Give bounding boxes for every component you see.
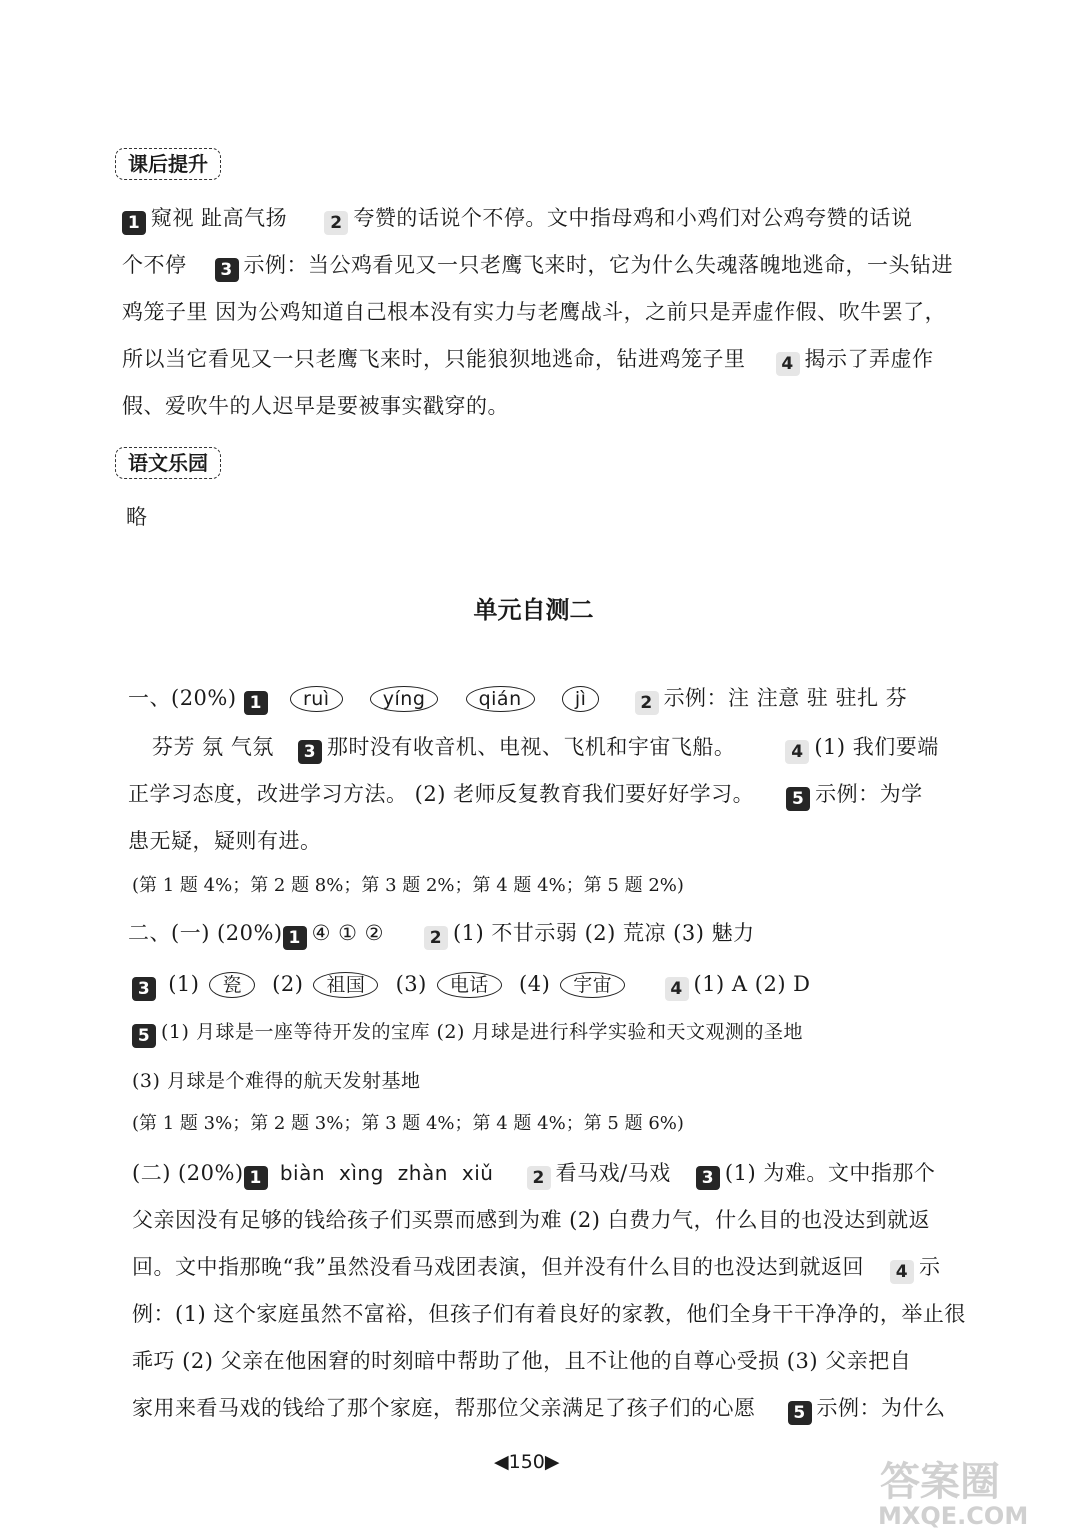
q-number-1: 1 (283, 926, 307, 950)
answer-text: 所以当它看见又一只老鹰飞来时，只能狼狈地逃命，钻进鸡笼子里 (122, 347, 746, 371)
section-header-kehou (115, 148, 221, 180)
q-number-5: 5 (786, 787, 810, 811)
q-number-2: 2 (324, 211, 348, 235)
answer-text: (1) 为难。文中指那个 (724, 1161, 936, 1185)
item-label: (2) (272, 972, 304, 996)
test-title: 单元自测二 (473, 596, 594, 624)
q-number-3: 3 (696, 1166, 720, 1190)
answer-oval: 电话 (437, 972, 502, 998)
part-lead: 二、(一) (20%) (128, 921, 283, 945)
item-label: (1) (168, 972, 200, 996)
q-number-1: 1 (244, 691, 268, 715)
s1-line-2 (122, 250, 953, 282)
answer-text: (1) 我们要端 (814, 735, 939, 759)
answer-text: 示例：为学 (815, 782, 923, 806)
answer-text: 揭示了弄虚作 (804, 347, 934, 371)
answer-text: 夸赞的话说个不停。文中指母鸡和小鸡们对公鸡夸赞的话说 (353, 206, 913, 230)
pinyin-oval: ruì (290, 686, 343, 712)
part-lead: (二) (20%) (132, 1161, 244, 1185)
p1-line-2 (152, 732, 939, 764)
left-arrow-icon: ◀ (494, 1451, 509, 1473)
answer-text: ④ ① ② (311, 921, 384, 945)
pinyin-oval: jì (562, 686, 600, 712)
answer-text: 那时没有收音机、电视、飞机和宇宙飞船。 (326, 735, 736, 759)
p2-line-3 (132, 1017, 803, 1048)
p2-line-2 (132, 969, 811, 1001)
answer-text: 家用来看马戏的钱给了那个家庭，帮那位父亲满足了孩子们的心愿 (132, 1396, 756, 1420)
pinyin-oval: yíng (370, 686, 439, 712)
q-number-2: 2 (527, 1166, 551, 1190)
answer-text: 芬芳 氛 气氛 (152, 735, 274, 759)
p1-line-4: 患无疑，疑则有进。 (128, 829, 322, 853)
p3-line-2: 父亲因没有足够的钱给孩子们买票而感到为难 (2) 白费力气，什么目的也没达到就返 (132, 1208, 931, 1232)
answer-text: 示例：当公鸡看见又一只老鹰飞来时，它为什么失魂落魄地逃命，一头钻进 (243, 253, 953, 277)
answer-oval: 瓷 (209, 972, 255, 998)
pinyin: xìng (339, 1161, 384, 1185)
p3-line-3 (132, 1252, 940, 1284)
answer-text: 正学习态度，改进学习方法。 (2) 老师反复教育我们要好好学习。 (128, 782, 755, 806)
watermark-url: MXQE.COM (878, 1502, 1029, 1530)
pinyin: xiǔ (461, 1161, 494, 1185)
answer-text: 示例：为什么 (816, 1396, 946, 1420)
answer-text: 个不停 (122, 253, 187, 277)
q-number-5: 5 (132, 1024, 156, 1048)
q-number-3: 3 (132, 977, 156, 1001)
answer-text: 示例：注 注意 驻 驻扎 芬 (663, 686, 908, 710)
page-number (494, 1451, 560, 1473)
q-number-3: 3 (298, 740, 322, 764)
s1-line-3: 鸡笼子里 因为公鸡知道自己根本没有实力与老鹰战斗，之前只是弄虚作假、吹牛罢了， (122, 300, 947, 324)
answer-text: (1) 不甘示弱 (2) 荒凉 (3) 魅力 (452, 921, 755, 945)
section-title: 课后提升 (115, 148, 221, 180)
pinyin: zhàn (397, 1161, 448, 1185)
item-label: (4) (519, 972, 551, 996)
answer-text: 回。文中指那晚“我”虽然没看马戏团表演，但并没有什么目的也没达到就返回 (132, 1255, 864, 1279)
p2-line-4: (3) 月球是个难得的航天发射基地 (132, 1070, 421, 1092)
answer-text: 窥视 趾高气扬 (151, 206, 288, 230)
section-header-yuwen (115, 447, 221, 479)
q-number-3: 3 (215, 258, 239, 282)
s1-line-1 (122, 203, 912, 235)
page-number-text: 150 (508, 1451, 545, 1473)
q-number-2: 2 (424, 926, 448, 950)
q-number-4: 4 (785, 740, 809, 764)
answer-text: 看马戏/马戏 (555, 1161, 671, 1185)
pinyin-oval: qián (466, 686, 535, 712)
p2-score: (第 1 题 3%；第 2 题 3%；第 3 题 4%；第 4 题 4%；第 5 题 6%) (132, 1113, 684, 1134)
item-label: (3) (395, 972, 427, 996)
q-number-1: 1 (244, 1166, 268, 1190)
s1-line-4 (122, 344, 934, 376)
q-number-1: 1 (122, 211, 146, 235)
answer-oval: 宇宙 (560, 972, 625, 998)
q-number-4: 4 (776, 352, 800, 376)
part-lead: 一、(20%) (128, 686, 237, 710)
p3-line-4: 例：(1) 这个家庭虽然不富裕，但孩子们有着良好的家教，他们全身干干净净的，举止很 (132, 1302, 966, 1326)
p2-line-1 (128, 918, 755, 950)
pinyin: biàn (279, 1161, 325, 1185)
p1-line-3 (128, 779, 923, 811)
q-number-2: 2 (635, 691, 659, 715)
q-number-4: 4 (890, 1260, 914, 1284)
section-title: 语文乐园 (115, 447, 221, 479)
answer-oval: 祖国 (313, 972, 378, 998)
right-arrow-icon: ▶ (544, 1451, 560, 1473)
p1-line-1 (128, 683, 907, 715)
p3-line-6 (132, 1393, 946, 1425)
s2-text: 略 (126, 505, 148, 529)
answer-text: (1) 月球是一座等待开发的宝库 (2) 月球是进行科学实验和天文观测的圣地 (161, 1021, 803, 1043)
q-number-5: 5 (788, 1401, 812, 1425)
watermark-logo: 答案圈 (880, 1459, 1000, 1505)
p3-line-1 (132, 1158, 935, 1190)
p3-line-5: 乖巧 (2) 父亲在他困窘的时刻暗中帮助了他，且不让他的自尊心受损 (3) 父亲把自 (132, 1349, 912, 1373)
p1-score: (第 1 题 4%；第 2 题 8%；第 3 题 2%；第 4 题 4%；第 5 题 2%) (132, 875, 684, 896)
q-number-4: 4 (665, 977, 689, 1001)
answer-text: (1) A (2) D (693, 972, 811, 996)
s1-line-5: 假、爱吹牛的人迟早是要被事实戳穿的。 (122, 394, 509, 418)
answer-text: 示 (918, 1255, 941, 1279)
